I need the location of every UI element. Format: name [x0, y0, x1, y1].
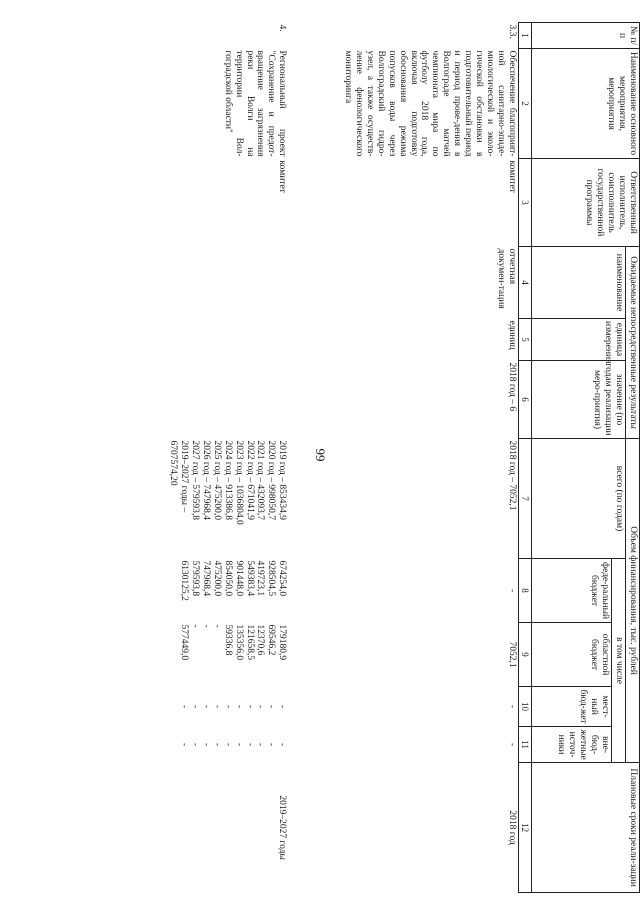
federal-line: 747968,4 [200, 560, 211, 597]
extra-line: - [211, 742, 222, 747]
total-line: 2026 год – 747968,4 [200, 440, 211, 521]
local-line: - [244, 704, 255, 709]
header-terms: Плановые сроки реали-зации [532, 763, 640, 893]
regional-line: 59336,8 [222, 624, 233, 656]
header-results-name: наименование [532, 247, 626, 319]
program-table-sheet [168, 22, 640, 892]
row-extrabudget: - [506, 742, 517, 747]
header-no: № п/п [532, 23, 640, 49]
row-result-name: отчетная докумен-тация [495, 248, 517, 309]
col-number: 2 [518, 49, 531, 159]
regional-line: 12370,6 [255, 624, 266, 656]
row-responsible: комитет [506, 160, 517, 193]
extra-line: - [266, 742, 277, 747]
header-total: всего (по годам) [532, 439, 626, 559]
row-result-value: 2018 год – 6 [506, 362, 517, 412]
col-number: 12 [518, 763, 531, 893]
regional-line: - [200, 624, 211, 628]
regional-line: - [189, 624, 200, 628]
header-federal: феде-ральный бюджет [532, 559, 612, 623]
row-federal: - [506, 588, 517, 593]
col-number: 5 [518, 319, 531, 361]
federal-line: 6130125,2 [179, 560, 190, 601]
federal-line: 854050,0 [222, 560, 233, 597]
federal-line: 928504,5 [266, 560, 277, 597]
federal-line: 674254,0 [277, 560, 288, 597]
header-responsible: Ответственный исполнитель, соисполнитель государственной программы [532, 159, 640, 247]
row-no: 4. [277, 24, 288, 32]
extra-line: - [222, 742, 233, 747]
total-line: 2022 год – 671041,9 [244, 440, 255, 521]
total-line: 2019–2027 годы – [179, 440, 190, 513]
row-responsible: комитет [277, 160, 288, 193]
row-total [166, 439, 288, 559]
regional-line: 135356,0 [233, 624, 244, 661]
local-line: - [200, 704, 211, 709]
col-number: 1 [518, 23, 531, 49]
total-line: 2025 год – 475200,0 [211, 440, 222, 521]
total-line: 2018 год – 7052,1 [506, 440, 517, 511]
col-number: 8 [518, 559, 531, 623]
federal-line: 475200,0 [211, 560, 222, 597]
row-regional: 7052,1 [506, 641, 517, 668]
regional-line: - [211, 624, 222, 628]
col-number: 9 [518, 623, 531, 687]
extra-line: - [244, 742, 255, 747]
row-result-name [166, 247, 288, 319]
extra-line: - [179, 742, 190, 747]
row-result-unit: единиц [506, 320, 517, 350]
row-name: Обеспечение благоприят-ной санитарно-эпиде-миологической и эколо-гической обстановки в подготовительный период и период прове-дения в Волгограде матчей чемпионата мира по футболу 2018 года, включая подготовку обоснования режима попусков воды через Волгоградский гидро-узел, а также осуществ-ление фенологического мониторинга [342, 50, 517, 157]
row-name: Региональный проект "Сохранение и предот-вращение загрязнения реки Волги на территории Вол-гоградской области" [222, 50, 288, 157]
row-local [166, 687, 288, 727]
local-line: - [211, 704, 222, 709]
extra-line: - [233, 742, 244, 747]
row-terms: 2019–2027 годы [277, 795, 288, 860]
total-line: 2023 год – 1036804,0 [233, 440, 244, 525]
total-line: 6707574,20 [168, 440, 179, 486]
row-result-unit [166, 319, 288, 361]
federal-line: 549383,4 [244, 560, 255, 597]
local-line: - [179, 704, 190, 709]
table-row [166, 23, 288, 893]
row-extrabudget [166, 727, 288, 763]
row-federal [166, 559, 288, 623]
local-line: - [189, 704, 200, 709]
header-local: мест-ный бюд-жет [532, 687, 612, 727]
header-results-group: Ожидаемые непосредственные результаты [626, 247, 640, 439]
row-total [288, 439, 518, 559]
col-number: 7 [518, 439, 531, 559]
row-terms: 2018 год [506, 810, 517, 845]
total-line: 2024 год – 913386,8 [222, 440, 233, 521]
total-line: 2020 год – 998050,7 [266, 440, 277, 521]
federal-line: 901448,0 [233, 560, 244, 597]
total-line: 2021 год – 432093,7 [255, 440, 266, 521]
local-line: - [255, 704, 266, 709]
extra-line: - [200, 742, 211, 747]
regional-line: 577449,0 [179, 624, 190, 661]
column-numbers-row [518, 23, 531, 893]
col-number: 3 [518, 159, 531, 247]
table-row [288, 23, 518, 893]
header-regional: областной бюджет [532, 623, 612, 687]
header-results-unit: единица измерения [532, 319, 626, 361]
regional-line: 121658,5 [244, 624, 255, 661]
header-finance-group: Объем финансирования, тыс. рублей [626, 439, 640, 763]
extra-line: - [277, 742, 288, 747]
row-local: - [506, 704, 517, 709]
total-line: 2019 год – 853434,9 [277, 440, 288, 521]
extra-line: - [255, 742, 266, 747]
header-results-value: значение (по годам реализации меро-приятия) [532, 361, 626, 439]
total-line: 2027 год – 579593,8 [189, 440, 200, 521]
header-extrabudget: вне-бюд-жетные источ-ники [532, 727, 612, 763]
col-number: 4 [518, 247, 531, 319]
extra-line: - [189, 742, 200, 747]
local-line: - [233, 704, 244, 709]
row-result-value [166, 361, 288, 439]
local-line: - [277, 704, 288, 709]
regional-line: 69546,2 [266, 624, 277, 656]
row-no: 3.3. [506, 24, 517, 39]
local-line: - [266, 704, 277, 709]
page-number: 99 [313, 448, 328, 462]
federal-line: 419723,1 [255, 560, 266, 597]
col-number: 11 [518, 727, 531, 763]
col-number: 10 [518, 687, 531, 727]
row-regional [166, 623, 288, 687]
program-table [166, 22, 640, 893]
federal-line: 579593,8 [189, 560, 200, 597]
col-number: 6 [518, 361, 531, 439]
regional-line: 179180,9 [277, 624, 288, 661]
local-line: - [222, 704, 233, 709]
header-including: в том числе [612, 559, 626, 763]
header-name: Наименование основного мероприятия, мероприятия [532, 49, 640, 159]
